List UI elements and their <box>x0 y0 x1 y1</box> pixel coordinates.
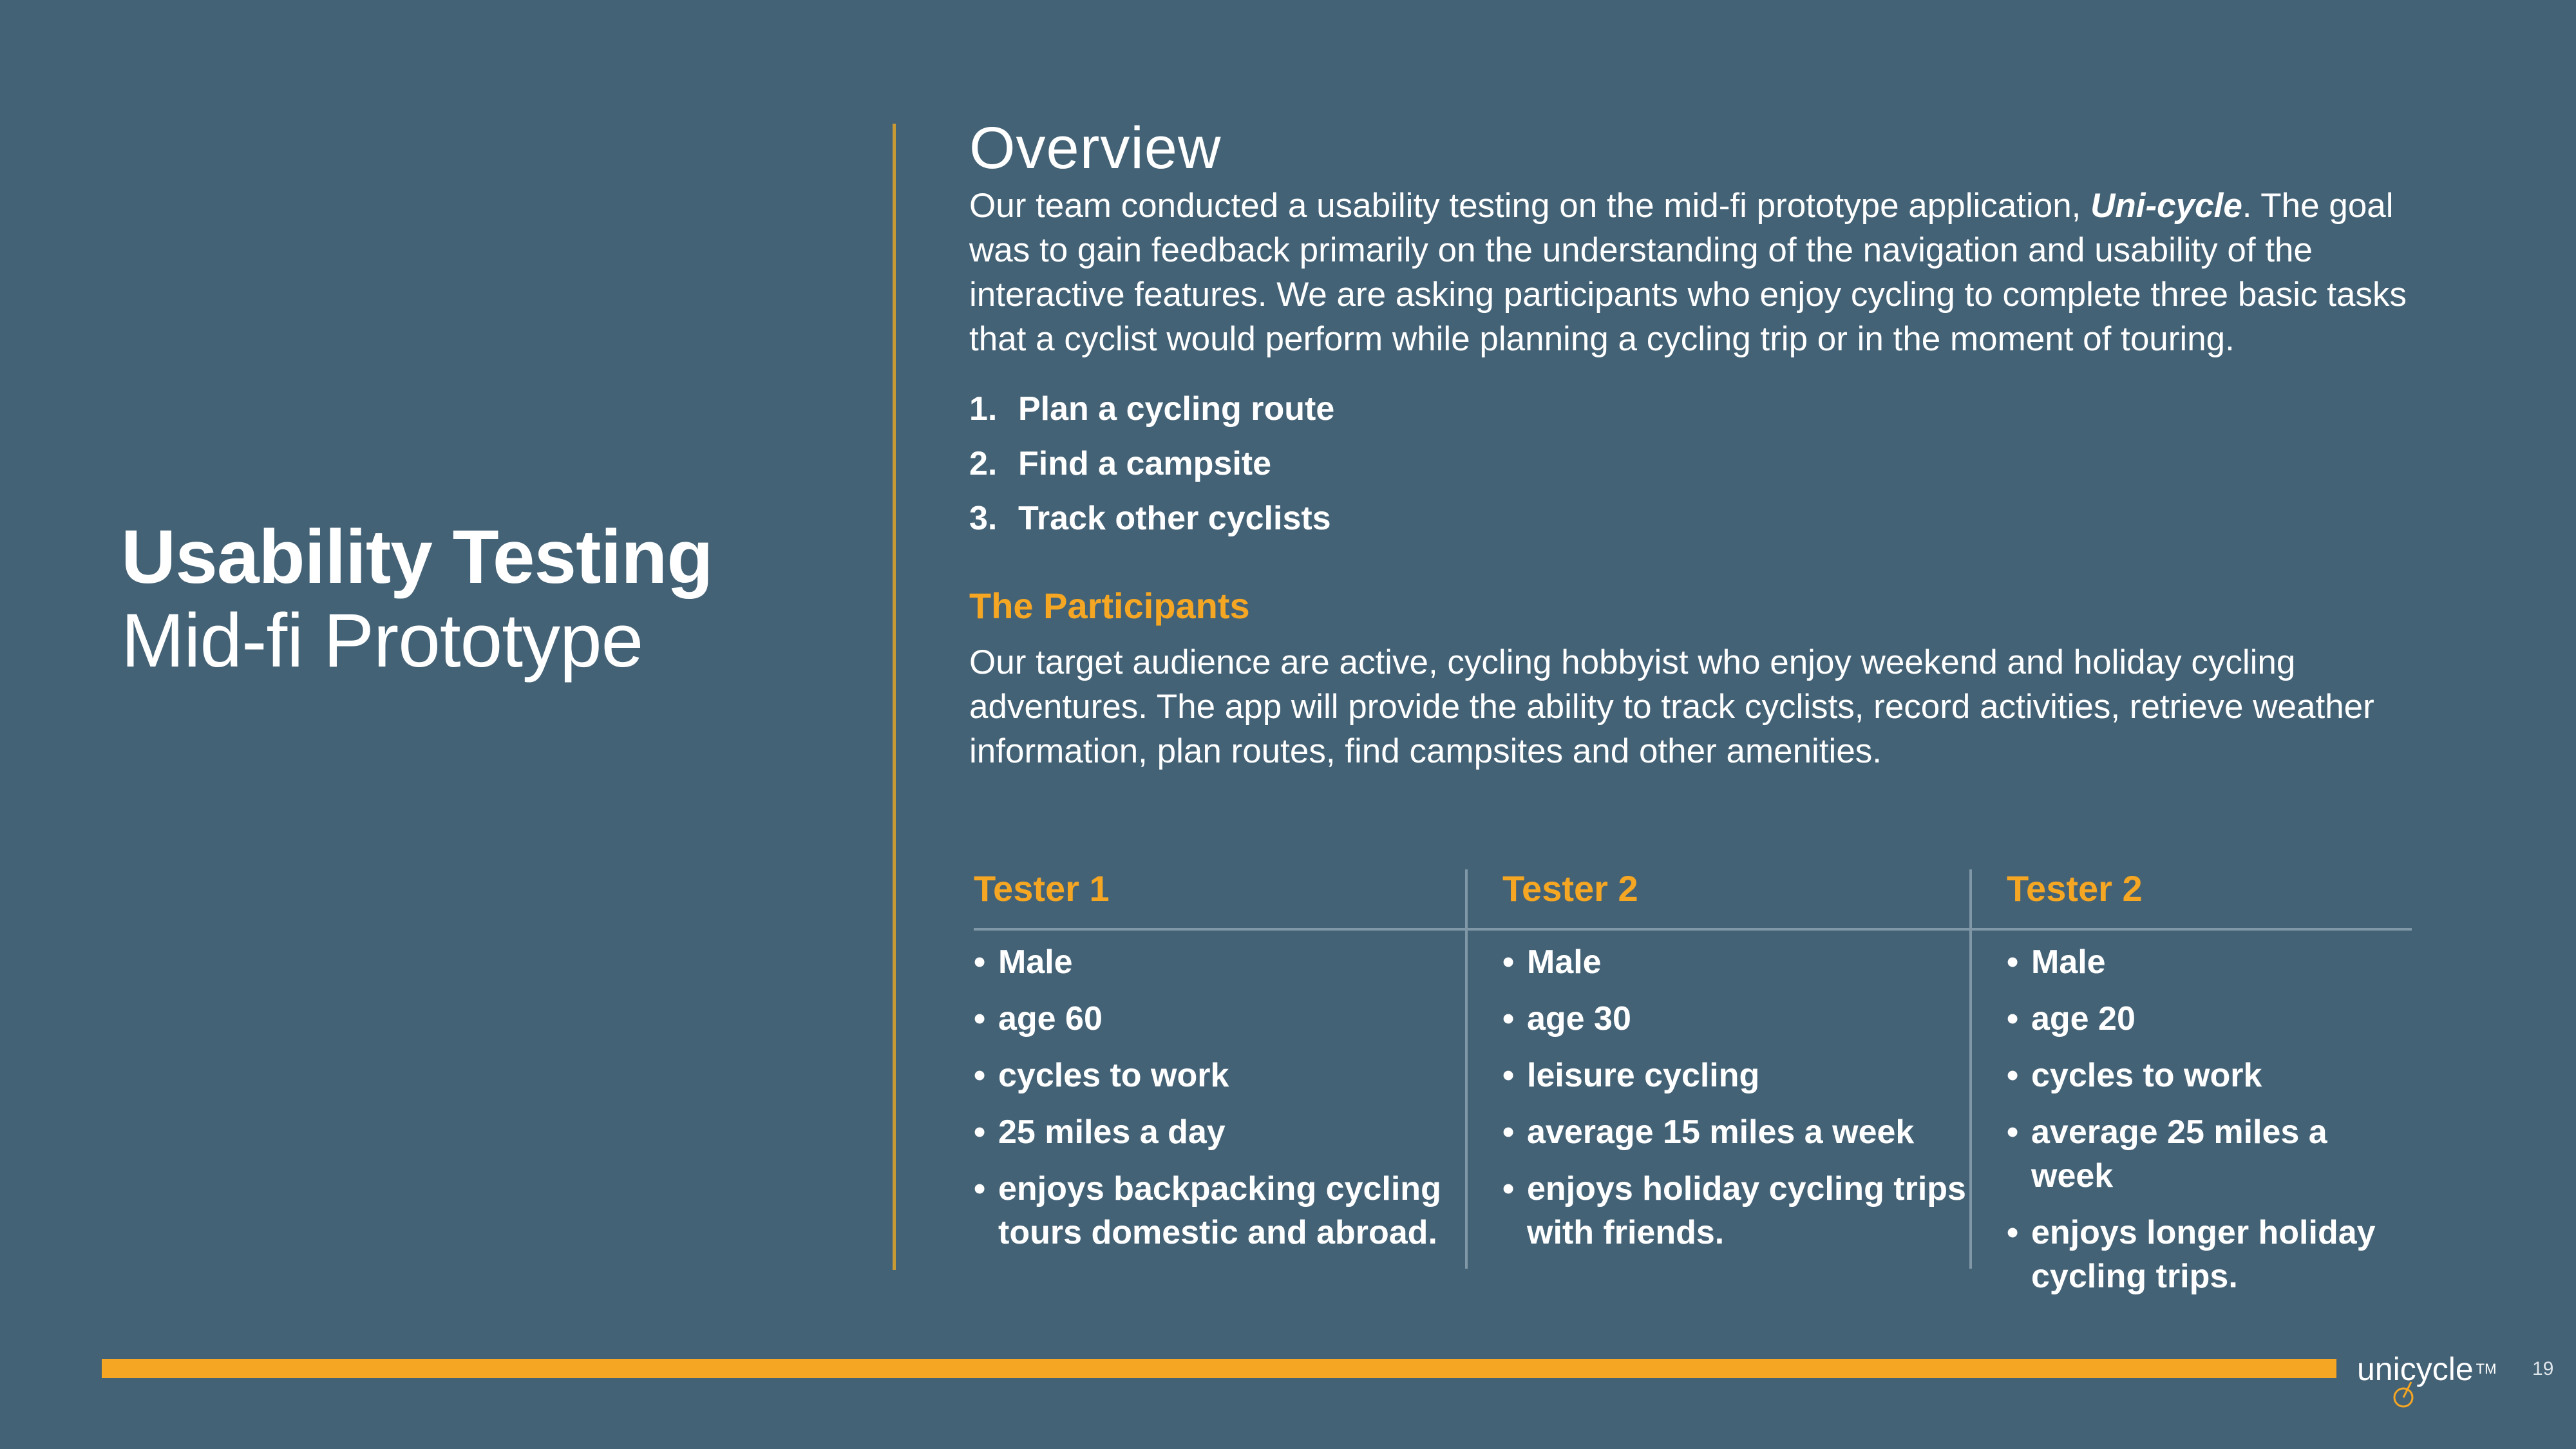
task-item <box>969 437 2450 491</box>
bullet: • <box>974 1057 986 1094</box>
footer-accent-bar <box>102 1359 2336 1378</box>
participants-paragraph: Our target audience are active, cycling hobbyist who enjoy weekend and holiday cycling adventures. The app will provide the ability to track cyclists, record activities, retrieve weather information, plan routes, find campsites and other amenities. <box>969 643 2374 770</box>
bullet: • <box>2007 943 2019 981</box>
tester-column-2 <box>1465 863 1969 1269</box>
participants-heading: The Participants <box>969 585 1250 626</box>
overview-text-end: . The goal was to gain feedback primarily on the understanding of the navigation and usability of the interactive features. We are asking participants who enjoy cycling to complete three basic tasks that a cyclist would perform while planning a cycling trip or in the moment of touring. <box>969 187 2407 358</box>
task-number: 2. <box>969 445 998 482</box>
task-number: 1. <box>969 390 998 428</box>
task-label: Find a campsite <box>1018 445 1271 482</box>
bullet: • <box>1502 1170 1515 1208</box>
trait-item <box>1502 940 1969 984</box>
trait-item <box>2007 1211 2412 1298</box>
trait-item <box>974 1110 1449 1154</box>
trait-text: enjoys holiday cycling trips with friends. <box>1527 1170 1966 1251</box>
bullet: • <box>2007 1000 2019 1037</box>
trait-item <box>974 997 1449 1041</box>
trait-text: leisure cycling <box>1527 1057 1760 1094</box>
vertical-divider <box>893 124 896 1270</box>
trait-text: Male <box>2031 943 2106 981</box>
overview-paragraph <box>969 184 2450 361</box>
slide-subtitle: Mid-fi Prototype <box>121 598 643 683</box>
trait-item <box>2007 997 2412 1041</box>
trait-text: average 25 miles a week <box>2031 1113 2327 1195</box>
tester-traits <box>1502 940 1969 1267</box>
tester-name: Tester 1 <box>974 868 1110 909</box>
tester-traits <box>974 940 1449 1267</box>
unicycle-logo <box>2357 1350 2496 1394</box>
trait-item <box>1502 1110 1969 1154</box>
column-divider <box>1465 869 1468 1269</box>
task-number: 3. <box>969 500 998 537</box>
trait-text: age 60 <box>998 1000 1103 1037</box>
task-label: Plan a cycling route <box>1018 390 1335 428</box>
trademark-mark: TM <box>2476 1361 2497 1377</box>
bullet: • <box>1502 943 1515 981</box>
trait-text: enjoys longer holiday cycling trips. <box>2031 1214 2376 1295</box>
bullet: • <box>2007 1113 2019 1151</box>
bullet: • <box>1502 1057 1515 1094</box>
bullet: • <box>2007 1214 2019 1251</box>
task-list <box>969 382 2450 546</box>
trait-text: Male <box>1527 943 1602 981</box>
overview-text-start: Our team conducted a usability testing on the mid-fi prototype application, <box>969 187 2091 225</box>
trait-item <box>974 1167 1449 1255</box>
overview-heading: Overview <box>969 115 1222 181</box>
unicycle-icon <box>2389 1381 2418 1409</box>
slide-title: Usability Testing <box>121 515 713 600</box>
app-name: Uni-cycle <box>2090 187 2242 225</box>
tester-traits <box>2007 940 2412 1311</box>
trait-text: Male <box>998 943 1073 981</box>
trait-text: 25 miles a day <box>998 1113 1226 1151</box>
bullet: • <box>974 1000 986 1037</box>
bullet: • <box>1502 1113 1515 1151</box>
trait-text: age 30 <box>1527 1000 1631 1037</box>
tester-name: Tester 2 <box>2007 868 2143 909</box>
trait-item <box>2007 940 2412 984</box>
trait-item <box>1502 997 1969 1041</box>
bullet: • <box>2007 1057 2019 1094</box>
tester-name: Tester 2 <box>1502 868 1638 909</box>
page-number: 19 <box>2532 1358 2554 1379</box>
trait-item <box>974 940 1449 984</box>
logo-wordmark: unicycle <box>2357 1351 2474 1387</box>
trait-text: enjoys backpacking cycling tours domestic and abroad. <box>998 1170 1441 1251</box>
task-item <box>969 491 2450 546</box>
task-label: Track other cyclists <box>1018 500 1331 537</box>
content-panel <box>969 113 2450 773</box>
bullet: • <box>974 1113 986 1151</box>
tester-column-1 <box>969 863 1465 1269</box>
trait-item <box>2007 1110 2412 1198</box>
bullet: • <box>974 943 986 981</box>
bullet: • <box>1502 1000 1515 1037</box>
testers-table <box>969 863 2412 1295</box>
trait-item <box>1502 1167 1969 1255</box>
bullet: • <box>974 1170 986 1208</box>
column-divider <box>1969 869 1972 1269</box>
task-item <box>969 382 2450 437</box>
trait-text: cycles to work <box>2031 1057 2262 1094</box>
trait-text: average 15 miles a week <box>1527 1113 1915 1151</box>
trait-text: cycles to work <box>998 1057 1229 1094</box>
trait-item <box>2007 1054 2412 1097</box>
title-block <box>121 515 712 683</box>
tester-column-3 <box>1969 863 2412 1295</box>
trait-item <box>974 1054 1449 1097</box>
trait-text: age 20 <box>2031 1000 2136 1037</box>
trait-item <box>1502 1054 1969 1097</box>
